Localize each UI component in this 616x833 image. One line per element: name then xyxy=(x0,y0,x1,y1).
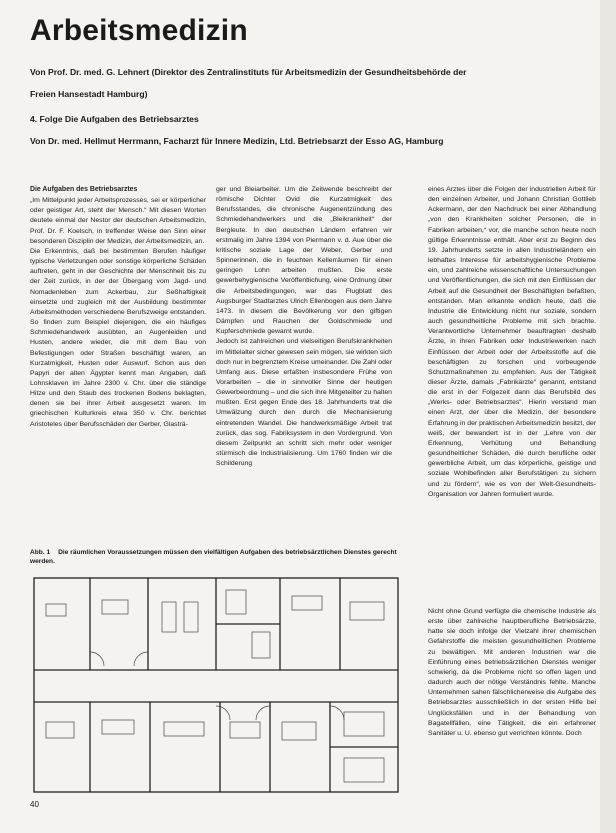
column-3-lower xyxy=(428,607,596,739)
paragraph: ger und Bleiarbeiter. Um die Zeitwende beschreibt der römische Dichter Ovid die Kurzatmigkeit des Berufsstandes, die chronische Augenentzündung des Schmiedehandwerkers und die „Bleikrankheit“ der Bergleute. In den deutschen Ländern erfahren wir erstmalig im Jahre 1394 von Piermann v. d. Aue über die kritische soziale Lage der Weber, Gerber und Spinnerinnen, die in feuchten Kellerräumen für einen geringen Lohn arbeiten mußten. Die erste gewerbehygienische Veröffentlichung, eine Ordnung über die Arbeitsbedingungen, war das Flugblatt des Augsburger Stadtarztes Ulrich Ellenbogen aus dem Jahre 1473. In diesem die Bevölkerung vor den giftigen Dämpfen und Rauchen der Goldschmiede und Kupferschmiede gewarnt wurde. xyxy=(216,186,392,336)
section-heading: Die Aufgaben des Betriebsarztes xyxy=(30,186,138,193)
article-title: Arbeitsmedizin xyxy=(30,14,248,47)
column-2 xyxy=(216,185,392,469)
page-number: 40 xyxy=(30,800,39,809)
author-line-1: Von Prof. Dr. med. G. Lehnert (Direktor des Zentralinstituts für Arbeitsmedizin der Gesundheitsbehörde der xyxy=(30,67,467,77)
figure-caption-text: Die räumlichen Voraussetzungen müssen den vielfältigen Aufgaben des betriebsärztlichen Dienstes gerecht werden. xyxy=(30,549,397,565)
figure-caption xyxy=(30,549,398,566)
paragraph: Nicht ohne Grund verfügte die chemische Industrie als erste über zahlreiche hauptberufliche Betriebsärzte, hatte sie doch infolge der Vielzahl ihrer chemischen Gefahrstoffe die meisten gesundheitlichen Probleme zu bewältigen. Mit anderen Industrien war die Einführung eines betriebsärztlichen Dienstes weniger schwierig, da die Probleme nicht so offen lagen und dadurch auch der nötige Verständnis fehlte. Manche Unternehmen sahen fälschlicherweise die Aufgabe des Betriebsarztes ausschließlich in der ersten Hilfe bei Unglücksfällen und in der Behandlung von Bagatellfällen, eine Tätigkeit, die ein erfahrener Sanitäter u. U. ebenso gut verrichten könnte. Doch xyxy=(428,608,596,737)
floor-plan xyxy=(30,572,404,796)
paragraph: eines Arztes über die Folgen der industriellen Arbeit für den einzelnen Arbeiter, und Johann Christian Gottlieb Ackermann, der den Nachdruck bei einer Abhandlung „von den Krankheiten solcher Personen, die in Fabriken arbeiten,“ vor, die manche schon heute noch gültige Erkenntnisse enthält. Aber erst zu Beginn des 19. Jahrhunderts setzte in allen Industrieländern ein lebhaftes Interesse für arbeitshygienische Probleme ein, und zahlreiche wissenschaftliche Untersuchungen und Veröffentlichungen, die sich mit den Einflüssen der Arbeit auf die Gesundheit der Beschäftigten befaßten, entstanden. Man erkannte endlich heute, daß die Industrie die Entwicklung nicht nur soziale, sondern auch gesundheitliche Probleme mit sich brachte. Verantwortliche Unternehmer beauftragten deshalb Ärzte, in ihren Fabriken oder Industriewerken nach Einflüssen der Arbeit oder der Arbeitsstoffe auf die beschäftigten zu forschen und vorbeugende Schutzmaßnahmen zu empfehlen. Aus der Tätigkeit dieser Ärzte, damals „Fabrikärzte“ genannt, entstand die erst in der Folgezeit dann das Berufsbild des „Werks- oder Betriebsarztes“. Hierin verstand man einen Arzt, der über die Medizin, der besondere Erfahrung in der praktischen Arbeitsmedizin besitzt, der weiß, der bewandert ist in der „Lehre von der Erkennung, Verhütung und Behandlung gesundheitlicher Schäden, die durch berufliche oder gewerbliche Arbeit, um das körperliche, geistige und soziale Wohlbefinden aller Berufstätigen zu sichern und zu fördern“, wie es von der Welt-Gesundheits-Organisation vor Jahren formuliert wurde. xyxy=(428,186,596,498)
paragraph: Die Erkenntnis, daß bei bestimmten Berufen häufiger typische Verletzungen oder sonstige körperliche Schäden auftreten, geht in der Geschichte der Menschheit bis zu der Zeit zurück, in der der Übergang vom Jagd- und Nomadenleben zum Ackerbau, zur Seßhaftigkeit einsetzte und zugleich mit der Ausbildung bestimmter Arbeitsmethoden verschiedene Berufszweige entstanden. So finden zum Beispiel diejenigen, die ein häufiges Schmiedehandwerk ausübten, an Augenleiden und Husten, andere wieder, die mit dem Bau von Befestigungen oder Straßen beschäftigt waren, an Kurzatmigkeit, Husten oder Auswurf. Schon aus den Papyri der alten Ägypter kennt man Angaben, daß Lohnsklaven im Jahre 2300 v. Chr. über die ständige Hitze und den Staub des trockenen Bodens beklagten, denen sie bei ihrer Arbeit ausgesetzt waren. Im griechischen Kulturkreis etwa 350 v. Chr. berichtet Aristoteles über Berufsschäden der Gerber, Glasträ- xyxy=(30,247,206,428)
paragraph: Jedoch ist zahlreichen und vielseitigen Berufskrankheiten im Mittelalter sicher gewesen sein mögen, sie wirkten sich doch nur in begrenztem Kreise umeinander. Die Zahl oder Umfang aus. Diese erfaßten insbesondere Frühe von Vorarbeiten – die in sinnvoller Sinne der heutigen Gewerbeordnung – und die sich ihre Mitgeteilter zu halten mußten. Erst gegen Ende des 18. Jahrhunderts trat die Umwälzung durch den durch die Mechanisierung eintretenden Wandel. Die handwerksmäßige Arbeit trat zurück, das sog. Fabriksystem in den Vordergrund. Von diesem Zeitpunkt an schritt sich mehr oder weniger stürmisch die Industrialisierung. Um 1760 finden wir die Schilderung xyxy=(216,338,392,468)
paragraph: „Im Mittelpunkt jeder Arbeitsprozesses, sei er körperlicher oder geistiger Art, steht der Mensch.“ Mit diesen Worten deutete einmal der Nestor der deutschen Arbeitsmedizin, Prof. Dr. F. Koelsch, in treffender Weise den Sinn einer besonderen Disziplin der Medizin, der Arbeitsmedizin, an. xyxy=(30,197,206,245)
column-1 xyxy=(30,185,206,430)
author-line-2: Freien Hansestadt Hamburg) xyxy=(30,89,148,99)
page-edge xyxy=(600,0,616,833)
series-line: 4. Folge Die Aufgaben des Betriebsarztes xyxy=(30,114,199,124)
figure-label: Abb. 1 xyxy=(30,549,51,556)
author-line-3: Von Dr. med. Hellmut Herrmann, Facharzt für Innere Medizin, Ltd. Betriebsarzt der Esso AG, Hamburg xyxy=(30,136,444,146)
column-3 xyxy=(428,185,596,500)
